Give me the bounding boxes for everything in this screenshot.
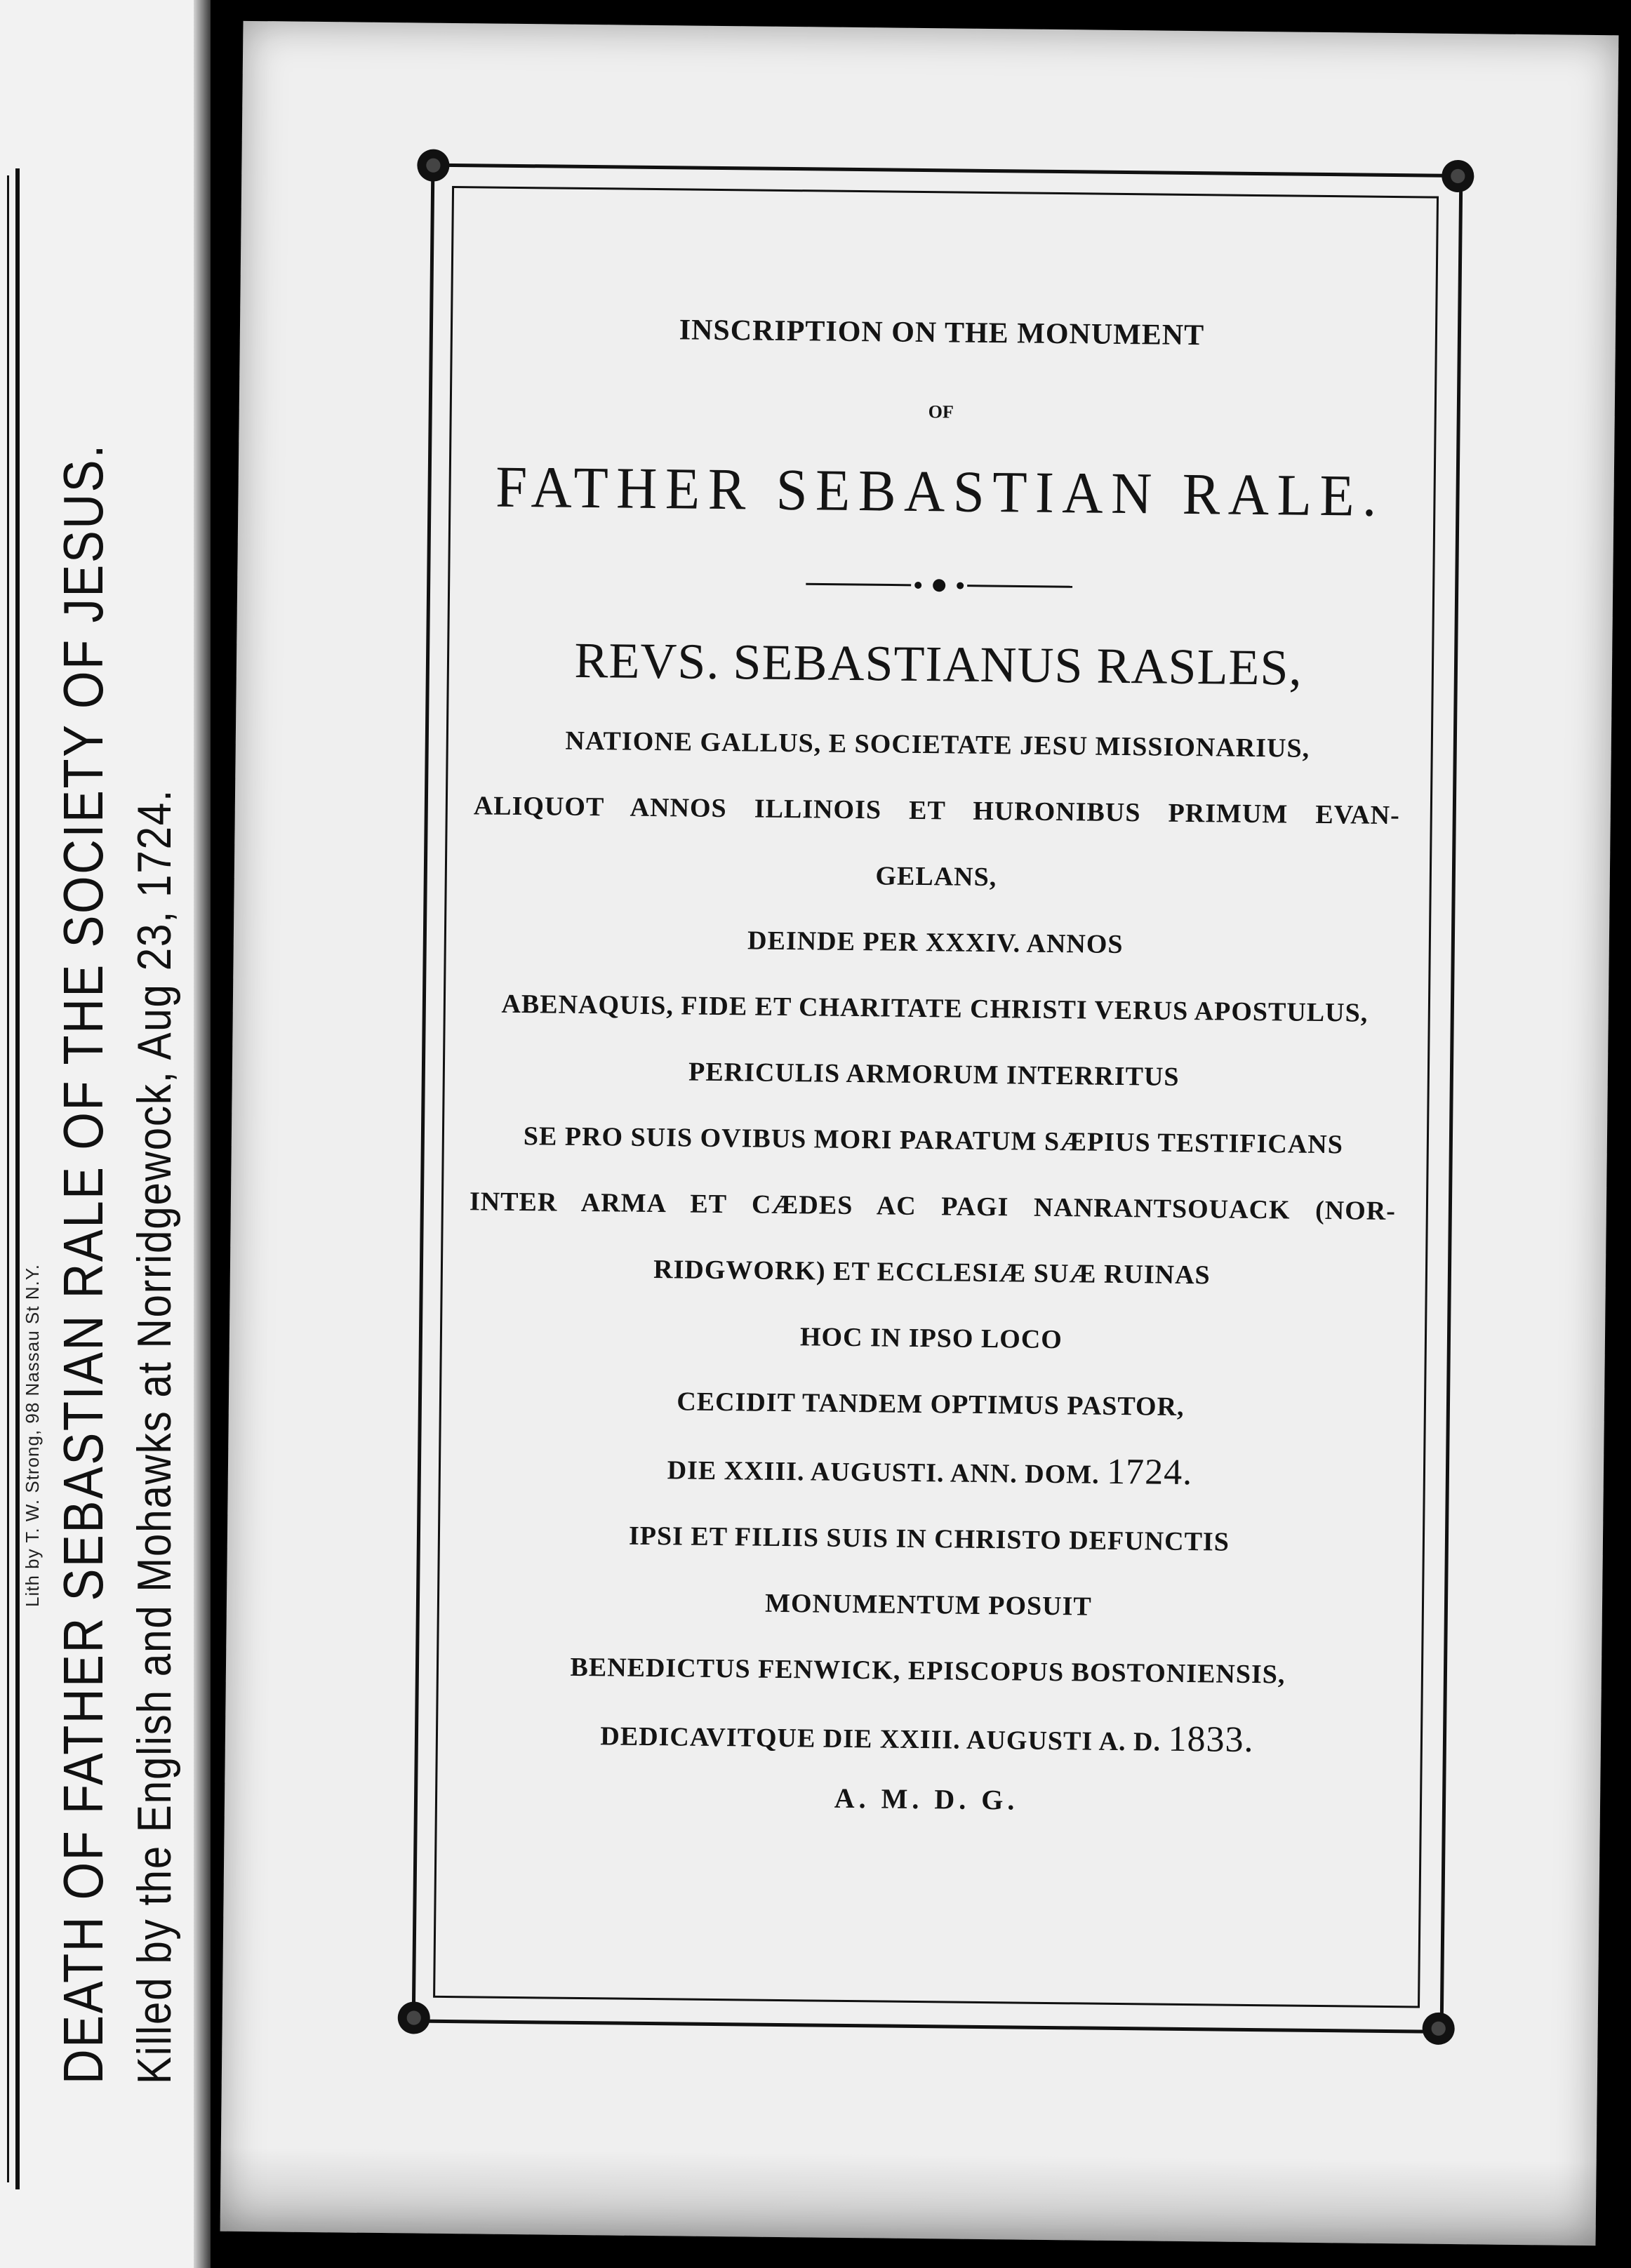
inscription-line: IPSI ET FILIIS SUIS IN CHRISTO DEFUNCTIS bbox=[628, 1521, 1230, 1557]
caption-title: DEATH OF FATHER SEBASTIAN RALE OF THE SOCIETY OF JESUS. bbox=[52, 443, 114, 2084]
inscription-line: DEINDE PER XXXIV. ANNOS bbox=[747, 926, 1124, 960]
inscription-heading: INSCRIPTION ON THE MONUMENT bbox=[679, 314, 1205, 352]
name-heading: FATHER SEBASTIAN RALE. bbox=[495, 454, 1385, 529]
vertical-caption bbox=[18, 189, 193, 2084]
dedication-text: DEDICAVITQUE DIE XXIII. AUGUSTI A. D. bbox=[600, 1721, 1161, 1757]
inscription-line: CECIDIT TANDEM OPTIMUS PASTOR, bbox=[677, 1387, 1185, 1422]
dedication-line bbox=[449, 1699, 1404, 1777]
inscription-line: GELANS, bbox=[875, 861, 997, 893]
lithographer-credit: Lith by T. W. Strong, 98 Nassau St N.Y. bbox=[22, 1264, 43, 1607]
inscription-line: ABENAQUIS, FIDE ET CHARITATE CHRISTI VERUS APOSTULUS, bbox=[501, 989, 1369, 1028]
inscription-line: HOC IN IPSO LOCO bbox=[799, 1322, 1063, 1355]
inscription-line: PERICULIS ARMORUM INTERRITUS bbox=[688, 1057, 1180, 1092]
corner-rosette-icon bbox=[1442, 160, 1474, 192]
corner-rosette-icon bbox=[398, 2001, 430, 2034]
date-line bbox=[452, 1432, 1407, 1511]
corner-rosette-icon bbox=[1422, 2013, 1454, 2045]
inscription-line: MONUMENTUM POSUIT bbox=[764, 1588, 1092, 1622]
inscription-line: SE PRO SUIS OVIBUS MORI PARATUM SÆPIUS TESTIFICANS bbox=[523, 1121, 1344, 1160]
inscription-line: RIDGWORK) ET ECCLESIÆ SUÆ RUINAS bbox=[653, 1255, 1211, 1290]
caption-subtitle: Killed by the English and Mohawks at Norridgewock, Aug 23, 1724. bbox=[128, 788, 181, 2084]
inscription-line: BENEDICTUS FENWICK, EPISCOPUS BOSTONIENSIS, bbox=[570, 1652, 1286, 1690]
amdg-line: A. M. D. G. bbox=[834, 1782, 1019, 1816]
inscription-line: INTER ARMA ET CÆDES AC PAGI NANRANTSOUACK (NOR- bbox=[469, 1187, 1397, 1227]
of-line: OF bbox=[928, 401, 954, 422]
inscription-page bbox=[220, 21, 1619, 2246]
inscription-line: NATIONE GALLUS, E SOCIETATE JESU MISSIONARIUS, bbox=[565, 726, 1310, 763]
inscription-line: ALIQUOT ANNOS ILLINOIS ET HURONIBUS PRIMUM EVAN- bbox=[473, 791, 1400, 831]
caption-page bbox=[0, 0, 211, 2268]
year-1724: 1724. bbox=[1106, 1451, 1193, 1493]
spine-shadow bbox=[194, 0, 211, 2268]
border-rule-inner bbox=[0, 175, 9, 2182]
year-1833: 1833. bbox=[1168, 1719, 1254, 1761]
inscription-text bbox=[449, 227, 1420, 1820]
corner-rosette-icon bbox=[417, 149, 449, 181]
revs-line: REVS. SEBASTIANUS RASLES, bbox=[574, 632, 1303, 696]
inscription-body bbox=[449, 707, 1415, 1820]
ornament-divider-icon bbox=[806, 573, 1072, 597]
date-line-text: DIE XXIII. AUGUSTI. ANN. DOM. bbox=[667, 1455, 1100, 1490]
